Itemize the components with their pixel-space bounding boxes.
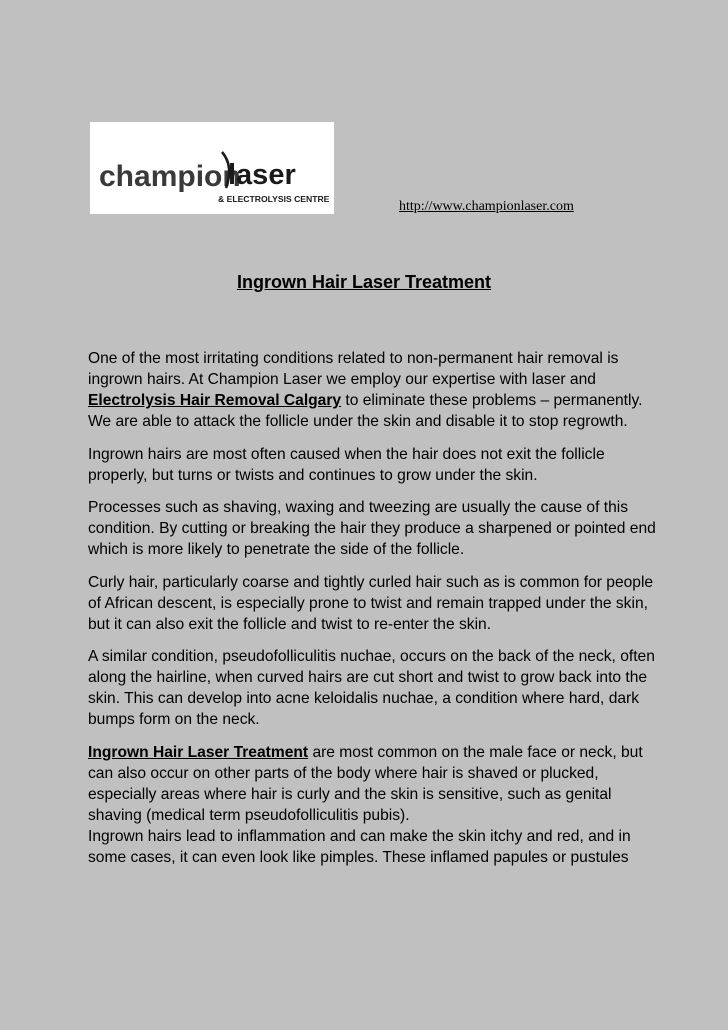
logo-tagline: & ELECTROLYSIS CENTRE [218,194,330,204]
paragraph-7: Ingrown hairs lead to inflammation and can make the skin itchy and red, and in some cases, it can even look like pimples. These inflamed papules or pustules [88,827,631,866]
champion-laser-logo [90,122,334,214]
paragraph-4: Curly hair, particularly coarse and tightly curled hair such as is common for people of African descent, is especially prone to twist and remain trapped under the skin, but it can also exit the follicle and twist to re-enter the skin. [88,573,654,633]
electrolysis-calgary-link[interactable]: Electrolysis Hair Removal Calgary [88,392,342,409]
paragraph-1-text-end: to eliminate these problems – permanently. We are able to attack the follicle under the skin and disable it to stop regrowth. [88,392,643,430]
paragraph-5: A similar condition, pseudofolliculitis nuchae, occurs on the back of the neck, often along the hairline, when curved hairs are cut short and twist to grow back into the skin. This can develop into acne keloidalis nuchae, a condition where hard, dark bumps form on the neck. [88,648,655,728]
article-body [88,348,658,868]
ingrown-hair-treatment-link[interactable]: Ingrown Hair Laser Treatment [88,743,309,761]
logo-wordmark-left: champion [99,160,241,193]
document-title: Ingrown Hair Laser Treatment [236,272,492,292]
paragraph-6-text: are most common on the male face or neck, but can also occur on other parts of the body where hair is shaved or plucked, especially areas where hair is curly and the skin is sensitive, such as genital shaving (medical term pseudofolliculitis pubis). [88,743,643,824]
paragraph-1 [88,348,658,432]
paragraph-3: Processes such as shaving, waxing and tweezing are usually the cause of this condition. By cutting or breaking the hair they produce a sharpened or pointed end which is more likely to penetrate the side of the follicle. [88,499,656,558]
paragraph-6 [88,742,658,826]
paragraph-1-text-start: One of the most irritating conditions related to non-permanent hair removal is ingrown hairs. At Champion Laser we employ our expertise with laser and [88,350,619,388]
logo-graphic [90,122,334,214]
logo-wordmark-right: laser [228,159,296,191]
website-url-link[interactable]: http://www.championlaser.com [399,199,574,214]
paragraph-2: Ingrown hairs are most often caused when the hair does not exit the follicle properly, but turns or twists and continues to grow under the skin. [88,445,605,484]
